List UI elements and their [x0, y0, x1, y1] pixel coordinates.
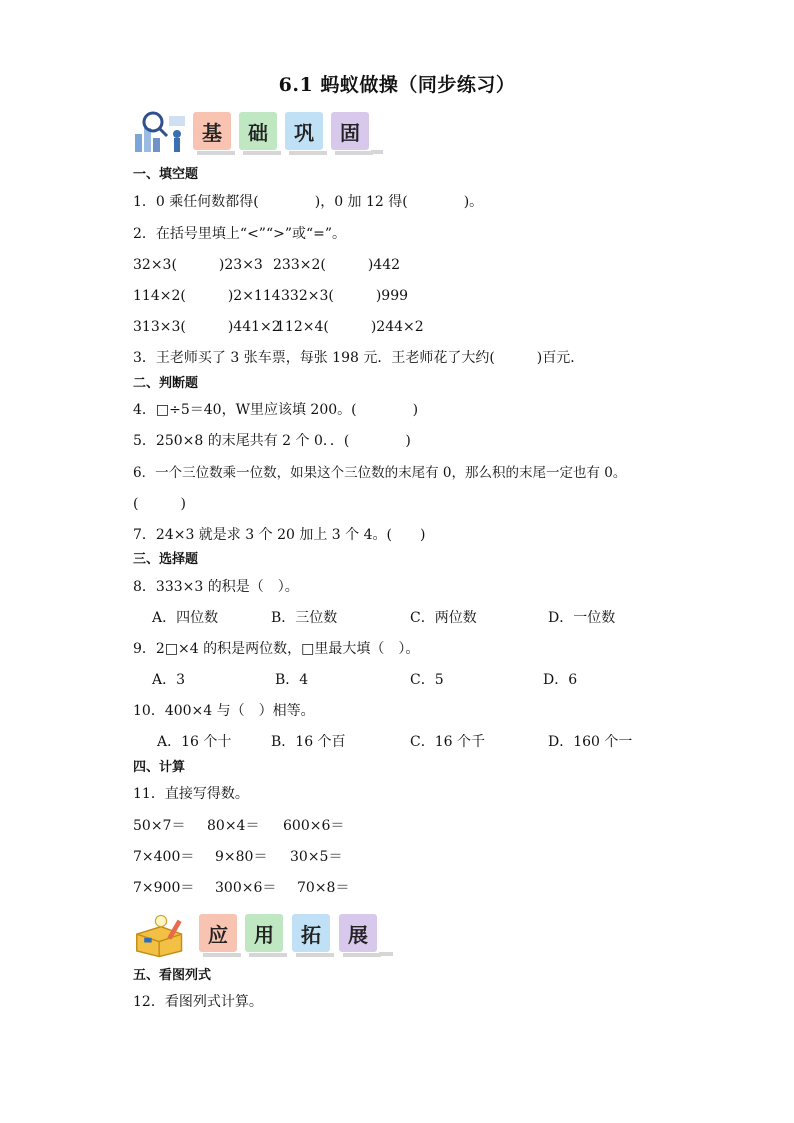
banner-underline [379, 952, 393, 956]
q10-option-a: A．16 个十 [157, 734, 232, 750]
q11-item: 7×400＝ [133, 849, 195, 865]
q8-option-b: B．三位数 [271, 610, 338, 626]
q11-item: 300×6＝ [215, 880, 277, 896]
page-title: 6.1 蚂蚁做操（同步练习） [278, 74, 516, 96]
question-8: 8．333×3 的积是（ ）。 [133, 579, 299, 595]
question-11: 11．直接写得数。 [133, 786, 249, 802]
banner-tile-2: 础 [239, 112, 277, 150]
section-heading: 三、选择题 [133, 552, 199, 567]
section-heading: 二、判断题 [133, 376, 199, 391]
q9-option-c: C．5 [410, 672, 444, 688]
q10-option-d: D．160 个一 [548, 734, 633, 750]
question-1: 1．0 乘任何数都得( )，0 加 12 得( )。 [133, 194, 484, 210]
q8-option-a: A．四位数 [152, 610, 219, 626]
section-heading: 五、看图列式 [133, 968, 212, 983]
question-6: 6．一个三位数乘一位数，如果这个三位数的末尾有 0，那么积的末尾一定也有 0。 [133, 465, 627, 481]
question-12: 12．看图列式计算。 [133, 994, 263, 1010]
question-10: 10．400×4 与（ ）相等。 [133, 703, 315, 719]
q11-item: 30×5＝ [290, 849, 343, 865]
q2-row-1-b: 233×2( )442 [273, 257, 401, 273]
section-heading: 四、计算 [133, 760, 186, 775]
section-heading: 一、填空题 [133, 167, 199, 182]
q10-option-c: C．16 个千 [410, 734, 485, 750]
banner-tile-1: 基 [193, 112, 231, 150]
banner-tile-3: 巩 [285, 112, 323, 150]
banner-tile-4: 固 [331, 112, 369, 150]
q9-option-b: B．4 [275, 672, 309, 688]
q2-row-2-a: 114×2( )2×114 [133, 288, 281, 304]
toolbox-pencil-icon [133, 912, 189, 960]
question-7: 7．24×3 就是求 3 个 20 加上 3 个 4。( ) [133, 527, 426, 543]
q9-option-d: D．6 [543, 672, 578, 688]
question-5: 5．250×8 的末尾共有 2 个 0．．( ) [133, 433, 411, 449]
q11-item: 7×900＝ [133, 880, 195, 896]
banner-basic [133, 110, 383, 158]
banner-tile-3: 拓 [292, 914, 330, 952]
banner-tile-1: 应 [199, 914, 237, 952]
question-3: 3．王老师买了 3 张车票，每张 198 元．王老师花了大约( )百元． [133, 350, 585, 366]
banner-tile-2: 用 [245, 914, 283, 952]
q9-option-a: A．3 [152, 672, 186, 688]
banner-extension [133, 912, 395, 960]
q11-item: 80×4＝ [207, 818, 260, 834]
question-2: 2．在括号里填上“<”“>”或“=”。 [133, 226, 347, 242]
q8-option-d: D．一位数 [548, 610, 616, 626]
question-6-answer: ( ) [133, 496, 186, 512]
question-4: 4．□÷5＝40，W里应该填 200。( ) [133, 402, 419, 418]
q2-row-1-a: 32×3( )23×3 [133, 257, 263, 273]
q2-row-3-b: 112×4( )244×2 [276, 319, 424, 335]
q2-row-2-b: 332×3( )999 [281, 288, 409, 304]
q11-item: 50×7＝ [133, 818, 186, 834]
q11-item: 9×80＝ [215, 849, 268, 865]
magnifier-chart-icon [133, 110, 189, 158]
q11-item: 70×8＝ [297, 880, 350, 896]
q11-item: 600×6＝ [283, 818, 345, 834]
q8-option-c: C．两位数 [410, 610, 477, 626]
q10-option-b: B．16 个百 [271, 734, 346, 750]
question-9: 9．2□×4 的积是两位数，□里最大填（ ）。 [133, 641, 420, 657]
banner-tile-4: 展 [339, 914, 377, 952]
banner-underline [371, 150, 383, 154]
q2-row-3-a: 313×3( )441×2 [133, 319, 281, 335]
